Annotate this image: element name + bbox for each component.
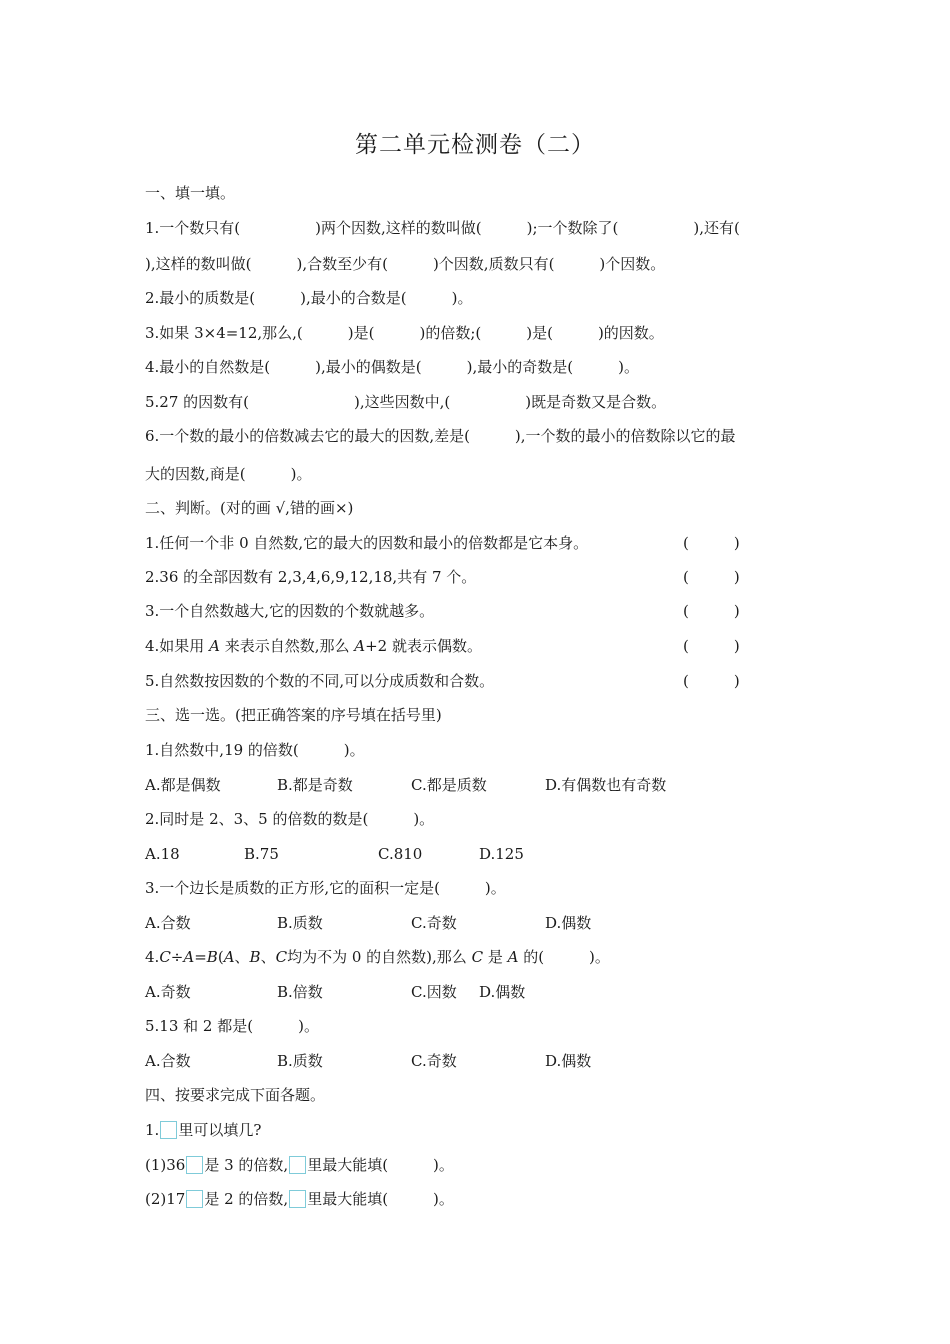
s3-q4-option-c[interactable]: C.因数	[411, 983, 457, 1001]
s3-q5-option-d[interactable]: D.偶数	[545, 1052, 592, 1070]
s3-q4-sep1: 、	[234, 948, 250, 966]
s1-q1-line2: ),这样的数叫做( ),合数至少有( )个因数,质数只有( )个因数。	[145, 255, 666, 273]
s3-q2: 2.同时是 2、3、5 的倍数的数是( )。	[145, 810, 435, 828]
blank-square-box	[289, 1156, 306, 1174]
s3-q4-option-a[interactable]: A.奇数	[145, 983, 191, 1001]
s3-q4-pre: 4.	[145, 948, 160, 966]
s3-q4-var-c2: C	[275, 948, 288, 966]
s1-q6-line2: 大的因数,商是( )。	[145, 465, 312, 483]
s1-q2: 2.最小的质数是( ),最小的合数是( )。	[145, 289, 473, 307]
s3-q1-option-a[interactable]: A.都是偶数	[145, 776, 221, 794]
s3-q2-option-a[interactable]: A.18	[145, 845, 180, 863]
s3-q1-option-b[interactable]: B.都是奇数	[277, 776, 353, 794]
s4-p2-mid: 是 2 的倍数,	[204, 1190, 289, 1208]
s3-q4-paren: (	[217, 948, 224, 966]
s3-q2-option-b[interactable]: B.75	[244, 845, 279, 863]
s4-p1-mid: 是 3 的倍数,	[204, 1156, 289, 1174]
s3-q4-option-d[interactable]: D.偶数	[479, 983, 526, 1001]
s3-q5-option-c[interactable]: C.奇数	[411, 1052, 457, 1070]
digit-box[interactable]	[186, 1156, 203, 1174]
s4-p1-pre: (1)36	[145, 1156, 186, 1174]
s3-q3: 3.一个边长是质数的正方形,它的面积一定是( )。	[145, 879, 506, 897]
s2-q4-mid: 来表示自然数,那么	[219, 637, 355, 655]
s3-q1-option-d[interactable]: D.有偶数也有奇数	[545, 776, 667, 794]
s2-q4-var-a: A	[209, 637, 220, 655]
s4-p1	[145, 1155, 454, 1175]
s3-q4-eq: =	[194, 948, 207, 966]
s2-q1-answer-blank[interactable]: ( )	[683, 534, 740, 552]
digit-box[interactable]	[186, 1190, 203, 1208]
s1-q5: 5.27 的因数有( ),这些因数中,( )既是奇数又是合数。	[145, 393, 667, 411]
s2-q4-pre: 4.如果用	[145, 637, 210, 655]
s3-q4-var-b: B	[206, 948, 218, 966]
section-1-heading: 一、填一填。	[145, 184, 236, 202]
blank-square-box	[160, 1121, 177, 1139]
s2-q1: 1.任何一个非 0 自然数,它的最大的因数和最小的倍数都是它本身。	[145, 534, 589, 552]
s2-q3: 3.一个自然数越大,它的因数的个数就越多。	[145, 602, 435, 620]
s2-q3-answer-blank[interactable]: ( )	[683, 602, 740, 620]
s3-q4-var-b2: B	[249, 948, 261, 966]
s3-q4-is: 是	[483, 948, 508, 966]
s2-q2: 2.36 的全部因数有 2,3,4,6,9,12,18,共有 7 个。	[145, 568, 477, 586]
s1-q1-line1: 1.一个数只有( )两个因数,这样的数叫做( );一个数除了( ),还有(	[145, 219, 740, 237]
page-title: 第二单元检测卷（二）	[355, 132, 595, 158]
blank-square-box	[289, 1190, 306, 1208]
s3-q5-option-b[interactable]: B.质数	[277, 1052, 323, 1070]
s3-q5: 5.13 和 2 都是( )。	[145, 1017, 319, 1035]
s4-p2	[145, 1189, 454, 1209]
section-4-heading: 四、按要求完成下面各题。	[145, 1086, 326, 1104]
s3-q4	[145, 947, 610, 967]
s3-q3-option-a[interactable]: A.合数	[145, 914, 191, 932]
s3-q4-mid: 均为不为 0 的自然数),那么	[287, 948, 472, 966]
s2-q4-var-a2: A	[354, 637, 366, 655]
s4-q1	[145, 1120, 261, 1140]
s4-q1-pre: 1.	[145, 1121, 160, 1139]
s3-q4-var-a3: A	[507, 948, 519, 966]
s3-q3-option-d[interactable]: D.偶数	[545, 914, 592, 932]
s3-q4-var-c3: C	[471, 948, 484, 966]
s3-q4-sep2: 、	[260, 948, 276, 966]
s3-q3-option-b[interactable]: B.质数	[277, 914, 323, 932]
s3-q4-option-b[interactable]: B.倍数	[277, 983, 323, 1001]
s3-q2-option-c[interactable]: C.810	[378, 845, 423, 863]
s2-q5-answer-blank[interactable]: ( )	[683, 672, 740, 690]
s3-q4-var-c: C	[159, 948, 171, 966]
s1-q3: 3.如果 3×4=12,那么,( )是( )的倍数;( )是( )的因数。	[145, 324, 664, 342]
s2-q5: 5.自然数按因数的个数的不同,可以分成质数和合数。	[145, 672, 495, 690]
s3-q4-div: ÷	[170, 948, 184, 966]
s1-q6-line1: 6.一个数的最小的倍数减去它的最大的因数,差是( ),一个数的最小的倍数除以它的最	[145, 427, 736, 445]
s3-q1-option-c[interactable]: C.都是质数	[411, 776, 487, 794]
s3-q4-post: 的( )。	[518, 948, 610, 966]
s3-q5-option-a[interactable]: A.合数	[145, 1052, 191, 1070]
s4-p2-post: 里最大能填( )。	[307, 1190, 454, 1208]
s3-q3-option-c[interactable]: C.奇数	[411, 914, 457, 932]
s3-q4-var-a2: A	[223, 948, 235, 966]
s2-q4-post: +2 就表示偶数。	[365, 637, 482, 655]
s4-p1-post: 里最大能填( )。	[307, 1156, 454, 1174]
s2-q4-answer-blank[interactable]: ( )	[683, 637, 740, 655]
section-2-heading: 二、判断。(对的画 √,错的画×)	[145, 499, 354, 517]
s3-q1: 1.自然数中,19 的倍数( )。	[145, 741, 365, 759]
s4-p2-pre: (2)17	[145, 1190, 186, 1208]
s4-q1-post: 里可以填几?	[178, 1121, 262, 1139]
s1-q4: 4.最小的自然数是( ),最小的偶数是( ),最小的奇数是( )。	[145, 358, 639, 376]
s2-q4	[145, 636, 482, 656]
s2-q2-answer-blank[interactable]: ( )	[683, 568, 740, 586]
s3-q2-option-d[interactable]: D.125	[479, 845, 524, 863]
s3-q4-var-a: A	[183, 948, 195, 966]
section-3-heading: 三、选一选。(把正确答案的序号填在括号里)	[145, 706, 442, 724]
